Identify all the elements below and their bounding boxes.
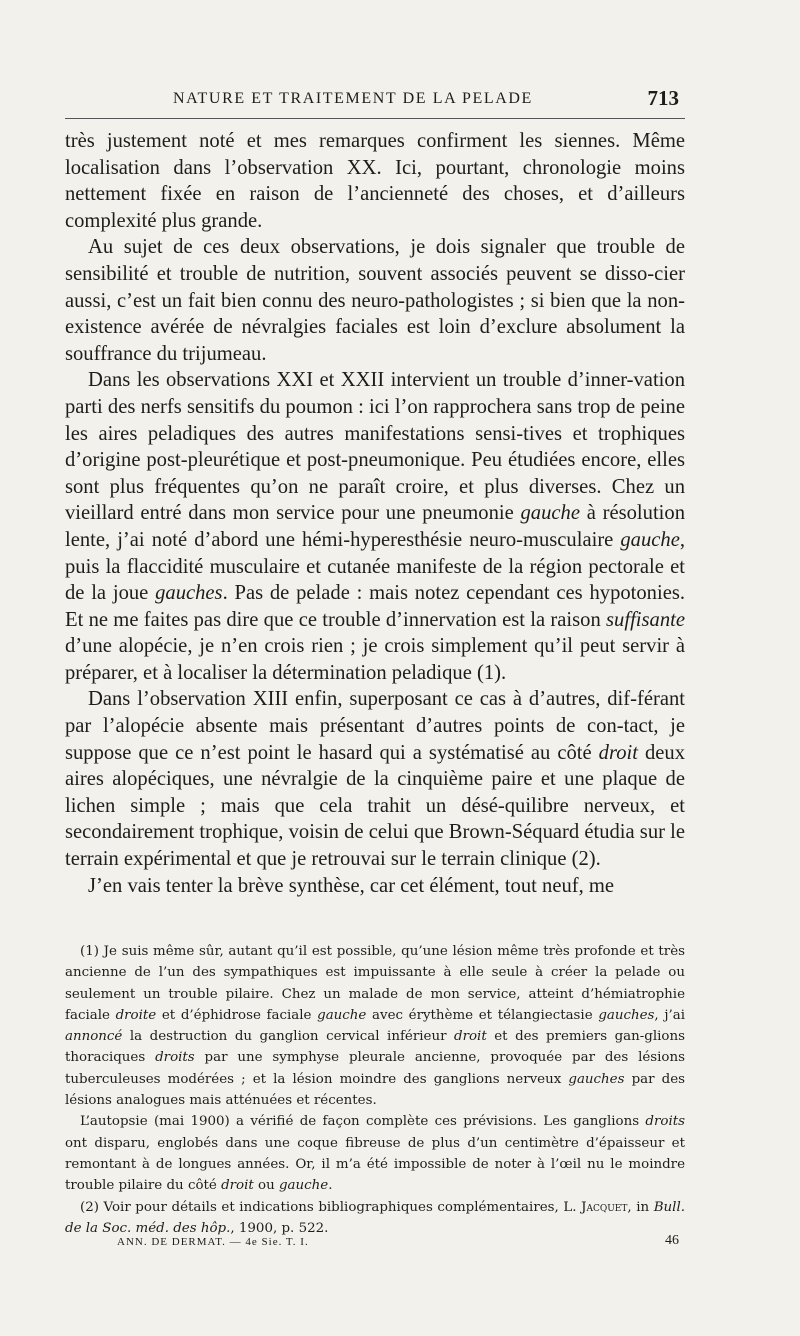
footnotes (65, 941, 685, 1239)
footnote-text: , 1900, p. 522. (230, 1220, 329, 1236)
footnote-text: , j’ai (654, 1007, 686, 1023)
author-name: Jacquet (581, 1199, 628, 1215)
paragraph (65, 686, 685, 872)
footnote-text: L’autopsie (mai 1900) a vérifié de façon complète ces prévisions. Les ganglions (80, 1114, 646, 1130)
running-title: NATURE ET TRAITEMENT DE LA PELADE (173, 90, 533, 107)
footnote-text: (1) Je suis même sûr, autant qu’il est possible, qu’une lésion même très profonde et très ancienne de l’un des sympathiques est impuissante à elle seule à créer la pelade ou seulement un trouble pilaire. Chez un malade de mon service, atteint d’hémiatrophie faciale (65, 944, 685, 1023)
footnote-text: ont disparu, englobés dans une coque fibreuse de plus d’un centimètre d’épaisseur et remontant à de longues années. Or, il m’a été impossible de noter à l’œil nu le moindre trouble pilaire du côté (65, 1135, 685, 1194)
journal-signature: ANN. DE DERMAT. — 4e Sie. T. I. (117, 1236, 309, 1248)
journal-title: Bull. de la Soc. méd. des hôp. (65, 1199, 685, 1236)
emphasis: gauche (520, 502, 580, 525)
paragraph (65, 367, 685, 686)
footnote-text: (2) Voir pour détails et indications bibliographiques complémentaires, L. (80, 1199, 582, 1215)
emphasis: droite (115, 1007, 157, 1023)
emphasis: gauches (155, 582, 223, 605)
paragraph: très justement noté et mes remarques confirment les siennes. Même localisation dans l’observation XX. Ici, pourtant, chronologie moins nettement fixée en raison de l’ancienneté des choses, et d’ailleurs complexité plus grande. (65, 130, 685, 232)
emphasis: annoncé (65, 1029, 123, 1045)
paragraph: Au sujet de ces deux observations, je dois signaler que trouble de sensibilité et trouble de nutrition, souvent associés peuvent se disso-cier aussi, c’est un fait bien connu des neuro-pathologistes ; si bien que la non-existence avérée de névralgies faciales est loin d’exclure absolument la souffrance du trijumeau. (65, 236, 685, 365)
emphasis: droits (155, 1050, 195, 1066)
footnote-text: et des premiers gan-glions thoraciques (65, 1029, 685, 1066)
paragraph-text: Dans les observations XXI et XXII intervient un trouble d’inner-vation parti des nerfs sensitifs du poumon : ici l’on rapprochera sans trop de peine les aires peladiques des autres manifestations sensi-tives et trophiques d’origine post-pleurétique et post-pneumonique. Peu étudiées encore, elles sont plus fréquentes qu’on ne paraît croire, et plus diverses. Chez un vieillard entré dans mon service pour une pneumonie (65, 369, 685, 525)
emphasis: gauches (598, 1007, 655, 1023)
emphasis: droit (221, 1178, 254, 1194)
emphasis: gauche (278, 1178, 329, 1194)
paragraph: J’en vais tenter la brève synthèse, car cet élément, tout neuf, me (88, 874, 615, 897)
emphasis: droit (454, 1029, 487, 1045)
footnote-text: , in (627, 1199, 654, 1215)
footnote-text: par des lésions analogues mais atténuées et récentes. (65, 1071, 685, 1109)
running-header (65, 88, 685, 119)
emphasis: gauche (317, 1007, 367, 1023)
footnote-text: . (328, 1178, 333, 1194)
footnote (65, 941, 685, 1111)
footnote-text: et d’éphidrose faciale (156, 1007, 318, 1023)
footnote (65, 1111, 685, 1196)
page-footer (65, 1233, 685, 1253)
footnote-text: avec érythème et télangiectasie (366, 1007, 599, 1023)
paragraph-text: deux aires alopéciques, une névralgie de la cinquième paire et une plaque de lichen simple ; mais que cela trahit un désé-quilibre nerveux, et secondairement trophique, voisin de celui que Brown-Séquard étudia sur le terrain expérimental et que je retrouvai sur le terrain clinique (2). (65, 741, 685, 871)
emphasis: suffisante (606, 608, 685, 631)
paragraph-text: Dans l’observation XIII enfin, superposant ce cas à d’autres, dif-férant par l’alopécie absente mais présentant d’autres points de con-tact, je suppose que ce n’est point le hasard qui a systématisé au côté (65, 688, 685, 764)
footnote-text: ou (253, 1178, 279, 1194)
emphasis: droit (598, 741, 638, 764)
paragraph-text: à résolution lente, j’ai noté d’abord une hémi-hyperesthésie neuro-musculaire (65, 502, 685, 551)
main-text (65, 128, 685, 899)
emphasis: gauche (620, 528, 680, 551)
page-number: 713 (647, 86, 679, 110)
paragraph-text: , puis la flaccidité musculaire et cutanée manifeste de la région pectorale et de la joue (65, 528, 685, 605)
emphasis: gauches (568, 1071, 625, 1087)
emphasis: droits (645, 1114, 685, 1130)
paragraph-text: d’une alopécie, je n’en crois rien ; je crois simplement qu’il peut servir à préparer, et à localiser la détermination peladique (1). (65, 635, 685, 684)
sheet-signature: 46 (665, 1233, 679, 1248)
footnote-text: par une symphyse pleurale ancienne, provoquée par des lésions tuberculeuses modérées ; et la lésion moindre des ganglions nerveux (65, 1050, 685, 1087)
footnote-text: la destruction du ganglion cervical inférieur (122, 1029, 455, 1045)
paragraph-text: . Pas de pelade : mais notez cependant ces hypotonies. Et ne me faites pas dire que ce trouble d’innervation est la raison (65, 582, 685, 631)
